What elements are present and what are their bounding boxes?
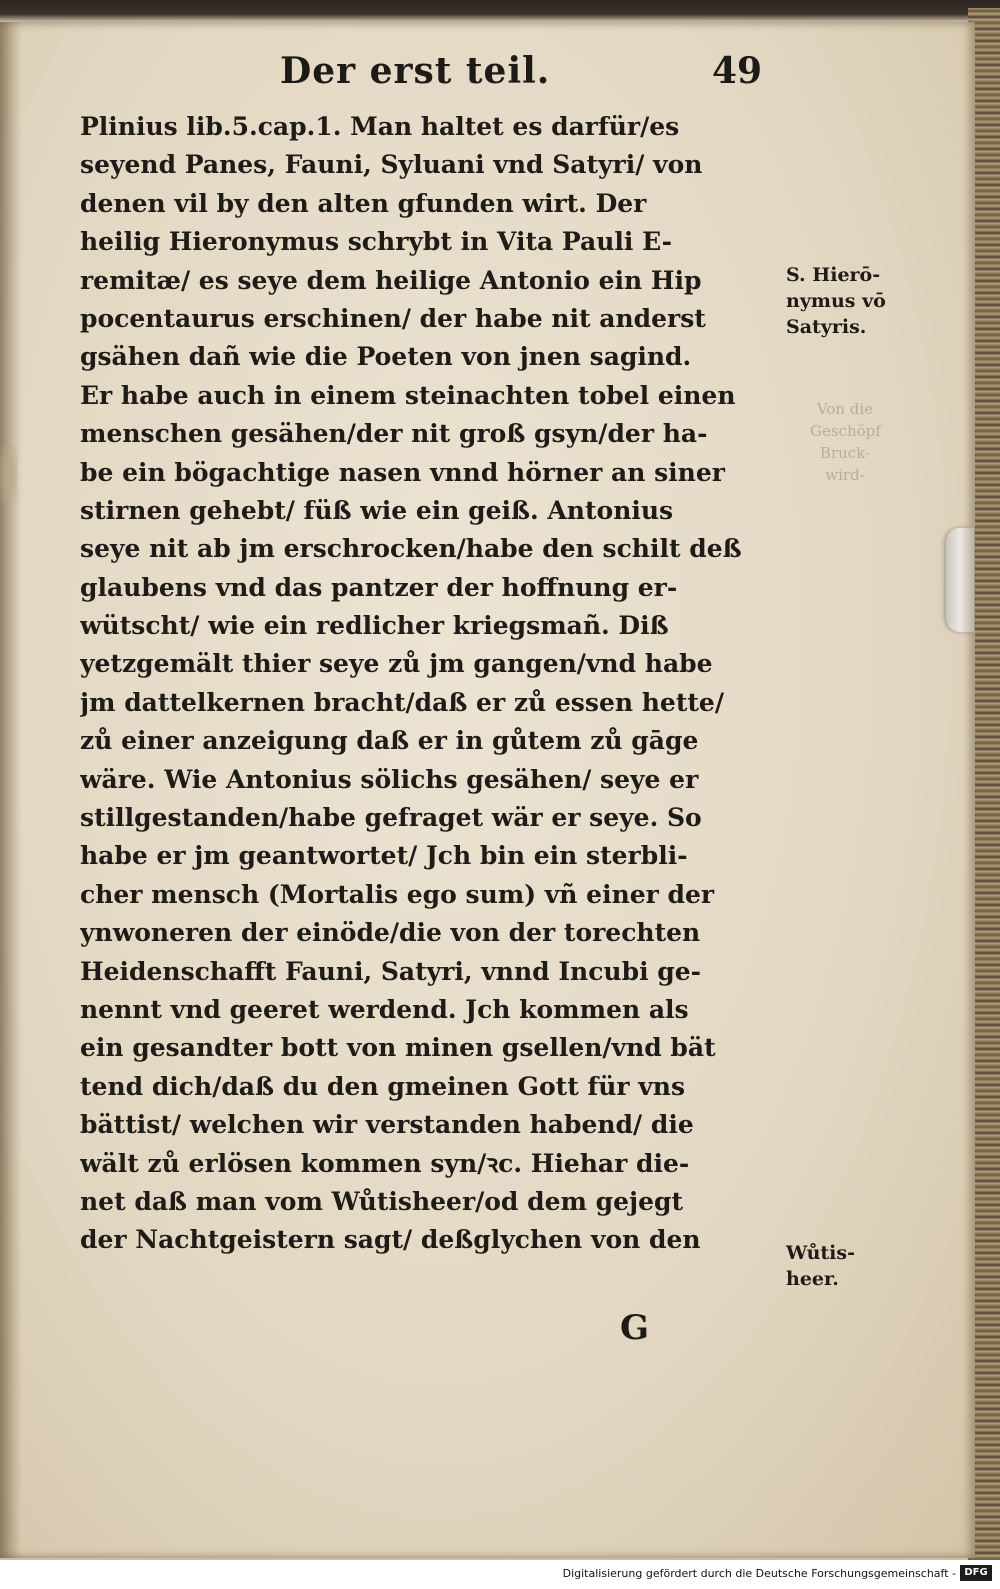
text-line: menschen gesähen/der nit groß gsyn/der ha- xyxy=(80,419,708,449)
page-header xyxy=(80,50,780,100)
text-line: heilig Hieronymus schrybt in Vita Pauli E- xyxy=(80,227,673,257)
text-line: Plinius lib.5.cap.1. Man haltet es darfür/es xyxy=(80,112,680,141)
page-stain xyxy=(0,445,18,505)
text-line: stillgestanden/habe gefraget wär er seye. So xyxy=(80,803,702,833)
text-line: remitæ/ es seye dem heilige Antonio ein Hip xyxy=(80,265,702,295)
margin-note-line: S. Hierō- xyxy=(786,264,881,286)
dfg-logo-icon: DFG xyxy=(960,1565,992,1581)
margin-note-faded xyxy=(810,398,880,486)
text-line: seye nit ab jm erschrocken/habe den schilt deß xyxy=(80,534,742,564)
signature-mark: G xyxy=(620,1308,650,1348)
text-line: der Nachtgeistern sagt/ deßglychen von den xyxy=(80,1225,701,1255)
text-line: glaubens vnd das pantzer der hoffnung er- xyxy=(80,572,678,602)
text-line: pocentaurus erschinen/ der habe nit anderst xyxy=(80,303,706,333)
text-line: jm dattelkernen bracht/daß er zů essen hette/ xyxy=(80,687,724,717)
page-number: 49 xyxy=(712,50,763,92)
footer-credit: Digitalisierung gefördert durch die Deutsche Forschungsgemeinschaft - xyxy=(562,1567,956,1580)
text-line: cher mensch (Mortalis ego sum) vñ einer der xyxy=(80,879,715,909)
text-line: wäre. Wie Antonius sölichs gesähen/ seye er xyxy=(80,764,699,794)
running-head: Der erst teil. xyxy=(280,50,551,92)
margin-note-line: Bruck- xyxy=(819,444,871,462)
page-clip xyxy=(946,528,974,632)
text-line: ein gesandter bott von minen gsellen/vnd bät xyxy=(80,1033,716,1063)
text-line: net daß man vom Wůtisheer/od dem gejegt xyxy=(80,1186,684,1216)
text-line: Heidenschafft Fauni, Satyri, vnnd Incubi ge- xyxy=(80,956,702,986)
text-line: be ein bögachtige nasen vnnd hörner an siner xyxy=(80,457,725,487)
margin-note-line: nymus vō xyxy=(786,290,886,312)
text-line: zů einer anzeigung daß er in gůtem zů gāge xyxy=(80,726,699,756)
gutter-shadow xyxy=(0,22,22,1558)
margin-note-line: Geschöpf xyxy=(810,422,881,440)
margin-note-line: heer. xyxy=(786,1268,839,1290)
margin-note-hieronymus xyxy=(786,262,956,340)
text-line: bättist/ welchen wir verstanden habend/ die xyxy=(80,1110,694,1140)
text-line: wält zů erlösen kommen syn/ꝛc. Hiehar die- xyxy=(80,1148,690,1178)
footer-bar xyxy=(0,1560,1000,1589)
text-line: tend dich/daß du den gmeinen Gott für vns xyxy=(80,1071,686,1101)
text-line: stirnen gehebt/ füß wie ein geiß. Antonius xyxy=(80,495,674,525)
text-line: habe er jm geantwortet/ Jch bin ein sterbli- xyxy=(80,841,688,871)
margin-note-wuetisheer xyxy=(786,1240,956,1292)
margin-note-line: Von die xyxy=(816,400,874,418)
text-line: denen vil by den alten gfunden wirt. Der xyxy=(80,188,647,218)
body-text xyxy=(80,108,780,1260)
text-line: ynwoneren der einöde/die von der torechten xyxy=(80,918,701,948)
margin-note-line: wird- xyxy=(825,466,865,484)
text-line: Er habe auch in einem steinachten tobel einen xyxy=(80,380,736,410)
text-line: seyend Panes, Fauni, Syluani vnd Satyri/ von xyxy=(80,150,703,180)
text-line: yetzgemält thier seye zů jm gangen/vnd habe xyxy=(80,649,713,679)
text-line: wütscht/ wie ein redlicher kriegsmañ. Diß xyxy=(80,611,669,641)
margin-note-line: Wůtis- xyxy=(786,1242,855,1264)
text-line: nennt vnd geeret werdend. Jch kommen als xyxy=(80,994,689,1024)
text-line: gsähen dañ wie die Poeten von jnen sagind. xyxy=(80,342,692,372)
margin-note-line: Satyris. xyxy=(786,316,867,338)
